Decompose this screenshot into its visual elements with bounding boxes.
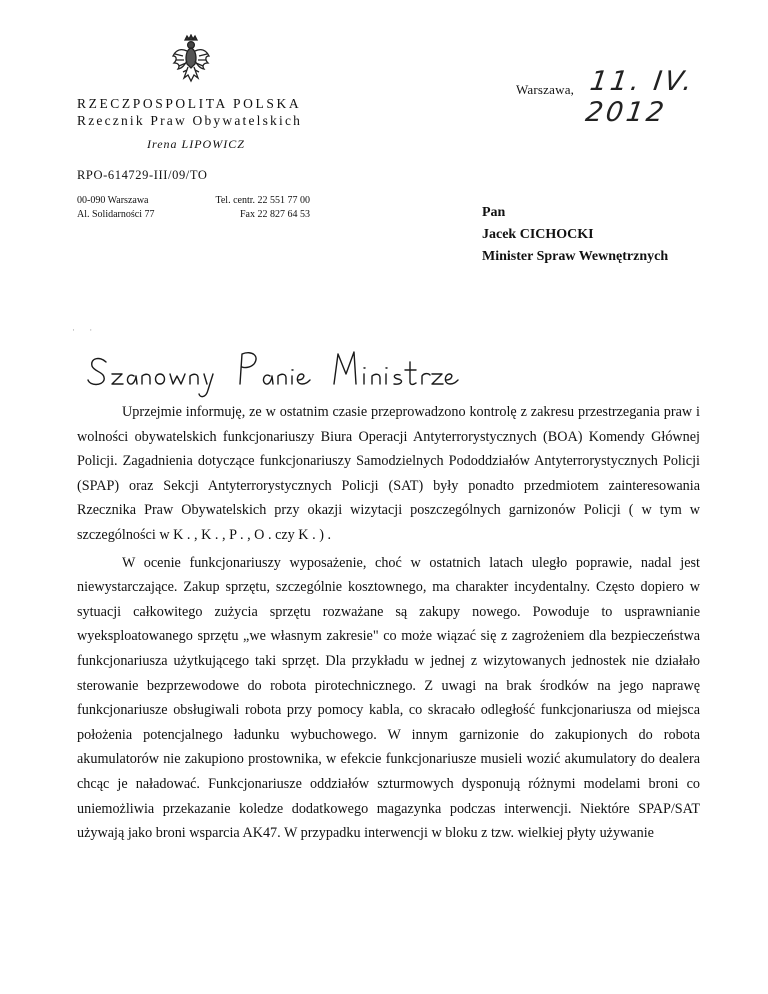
place-label: Warszawa,	[516, 82, 575, 97]
case-reference: RPO-614729-III/09/TO	[77, 168, 208, 182]
fax-line: Fax 22 827 64 53	[240, 209, 310, 220]
official-name: Irena LIPOWICZ	[147, 137, 245, 151]
recipient-name: Jacek CICHOCKI	[482, 227, 594, 242]
postal-address	[77, 194, 155, 222]
scan-specks: · ·	[72, 325, 99, 335]
address-line: Al. Solidarności 77	[77, 209, 155, 220]
body-paragraph: Uprzejmie informuję, ze w ostatnim czasie przeprowadzono kontrolę z zakresu przestrzegania praw i wolności obywatelskich funkcjonariuszy Biura Operacji Antyterrorystycznych (BOA) Komendy Głównej Policji. Zagadnienia dotyczące funkcjonariuszy Samodzielnych Pododdziałów Antyterrorystycznych Policji (SPAP) oraz Sekcji Antyterrorystycznych Policji (SAT) były ponadto przedmiotem zainteresowania Rzecznika Praw Obywatelskich przy okazji wizytacji poszczególnych garnizonów Policji ( w tym w szczególności w K . , K . , P . , O . czy K . ) .	[77, 404, 700, 543]
office-subtitle: Rzecznik Praw Obywatelskich	[77, 113, 303, 128]
handwritten-date: 11. IV. 2012	[583, 66, 697, 128]
body-paragraph: W ocenie funkcjonariuszy wyposażenie, choć w ostatnich latach uległo poprawie, nadal jest niewystarczające. Zakup sprzętu, szczególnie kosztownego, ma charakter incydentalny. Często dopiero w sytuacji całkowitego zużycia sprzętu rozważane są zakupy nowego. Powoduje to usprawnianie wyeksploatowanego sprzętu „we własnym zakresie" co może wiązać się z zagrożeniem dla bezpieczeństwa funkcjonariusza użytkującego taki sprzęt. Dla przykładu w jednej z wizytowanych jednostek nie działało sterowanie bezprzewodowe do robota pirotechnicznego. Z uwagi na brak środków na jego naprawę funkcjonariusze obsługiwali robota przy pomocy kabla, co skracało odległość funkcjonariusza od miejsca położenia potencjalnego ładunku wybuchowego. W innym garnizonie do zakupionych do robota akumulatorów nie zakupiono prostownika, w efekcie funkcjonariusze musieli wozić akumulatory do dealera chcąc je naładować. Funkcjonariusze oddziałów szturmowych dysponują różnymi modelami broni co uniemożliwia przekazanie koledze dodatkowego magazynka podczas interwencji. Niektóre SPAP/SAT używają jako broni wsparcia AK47. W przypadku interwencji w bloku z tzw. wielkiej płyty używanie	[77, 554, 700, 842]
contact-numbers	[198, 194, 310, 222]
recipient-position: Minister Spraw Wewnętrznych	[482, 249, 669, 264]
handwritten-salutation	[82, 340, 462, 402]
address-line: 00-090 Warszawa	[77, 195, 149, 206]
recipient-honorific: Pan	[482, 205, 506, 220]
office-title: RZECZPOSPOLITA POLSKA	[77, 96, 302, 111]
recipient-block	[482, 202, 668, 268]
phone-line: Tel. centr. 22 551 77 00	[215, 195, 310, 206]
letter-body	[77, 400, 700, 846]
eagle-emblem-icon	[171, 34, 211, 84]
